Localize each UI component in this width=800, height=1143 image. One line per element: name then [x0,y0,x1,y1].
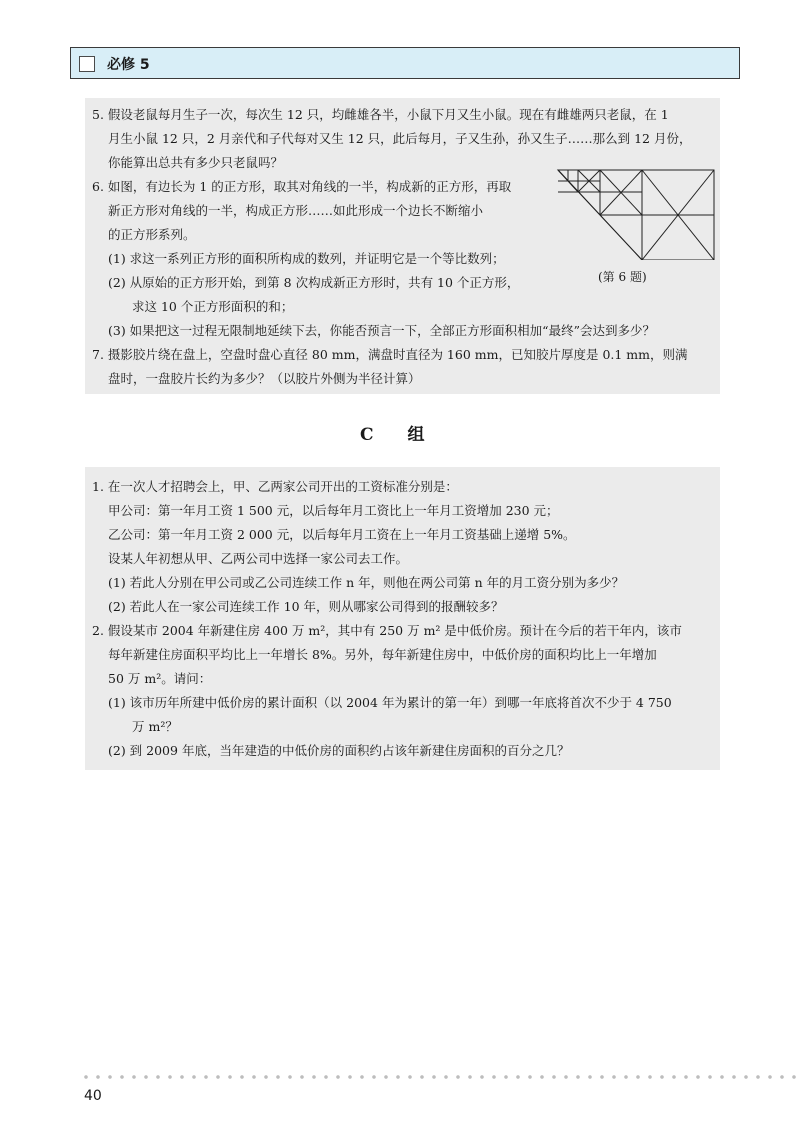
page-number: 40 [84,1088,102,1104]
text-line: 万 m²？ [132,719,178,734]
text-line: 2. 假设某市 2004 年新建住房 400 万 m²，其中有 250 万 m² 是中低价房。预计在今后的若干年内，该市 [92,623,682,638]
footer-dotted-rule [80,1075,800,1079]
text-line: 求这 10 个正方形面积的和； [132,299,294,314]
text-line: 的正方形系列。 [108,227,196,242]
figure-caption: (第 6 题) [598,270,647,284]
nested-squares-figure [556,168,716,260]
text-line: 7. 摄影胶片绕在盘上，空盘时盘心直径 80 mm，满盘时直径为 160 mm，已知胶片厚度是 0.1 mm，则满 [92,347,688,362]
text-line: (3) 如果把这一过程无限制地延续下去，你能否预言一下，全部正方形面积相加“最终”会达到多少？ [108,323,655,338]
text-line: (2) 若此人在一家公司连续工作 10 年，则从哪家公司得到的报酬较多？ [108,599,504,614]
square-bullet-icon [79,56,95,72]
text-line: 6. 如图，有边长为 1 的正方形，取其对角线的一半，构成新的正方形，再取 [92,179,512,194]
text-line: (1) 该市历年所建中低价房的累计面积（以 2004 年为累计的第一年）到哪一年底将首次不少于 4 750 [108,695,672,710]
text-line: 你能算出总共有多少只老鼠吗？ [108,155,284,170]
text-line: (2) 到 2009 年底，当年建造的中低价房的面积约占该年新建住房面积的百分之几？ [108,743,570,758]
text-line: (1) 求这一系列正方形的面积所构成的数列，并证明它是一个等比数列； [108,251,505,266]
text-line: 乙公司：第一年月工资 2 000 元，以后每年月工资在上一年月工资基础上递增 5%。 [108,527,576,542]
text-line: (1) 若此人分别在甲公司或乙公司连续工作 n 年，则他在两公司第 n 年的月工资分别为多少？ [108,575,625,590]
chapter-title: 必修 5 [107,57,150,73]
text-line: 甲公司：第一年月工资 1 500 元，以后每年月工资比上一年月工资增加 230 元； [108,503,559,518]
text-line: 5. 假设老鼠每月生子一次，每次生 12 只，均雌雄各半，小鼠下月又生小鼠。现在有雌雄两只老鼠，在 1 [92,107,669,122]
text-line: 1. 在一次人才招聘会上，甲、乙两家公司开出的工资标准分别是： [92,479,458,494]
text-line: 新正方形对角线的一半，构成正方形……如此形成一个边长不断缩小 [108,203,484,218]
chapter-header-bar [70,47,740,79]
text-line: 50 万 m²。请问： [108,671,212,686]
text-line: 每年新建住房面积平均比上一年增长 8%。另外，每年新建住房中，中低价房的面积均比上一年增加 [108,647,657,662]
section-title: C 组 [360,425,439,445]
text-line: 盘时，一盘胶片长约为多少？（以胶片外侧为半径计算） [108,371,421,386]
text-line: 设某人年初想从甲、乙两公司中选择一家公司去工作。 [108,551,409,566]
text-line: (2) 从原始的正方形开始，到第 8 次构成新正方形时，共有 10 个正方形， [108,275,520,290]
text-line: 月生小鼠 12 只，2 月亲代和子代每对又生 12 只，此后每月，子又生孙，孙又生子……那么到 12 月份， [108,131,692,146]
